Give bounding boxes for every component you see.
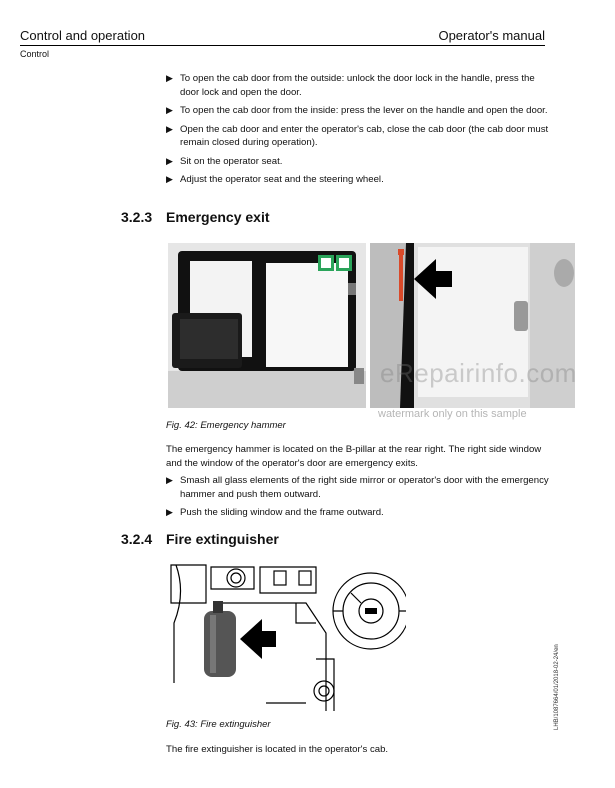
- header-divider: [20, 45, 545, 46]
- cab-door-photo: [168, 243, 366, 408]
- list-item: ▶ To open the cab door from the outside: unlock the door lock in the handle, press the door lock and open the door.: [166, 72, 556, 99]
- figure-caption-43: Fig. 43: Fire extinguisher: [166, 719, 271, 730]
- list-item: ▶ Open the cab door and enter the operator's cab, close the cab door (the cab door must remain closed during operation).: [166, 123, 556, 150]
- figure-caption-42: Fig. 42: Emergency hammer: [166, 420, 286, 431]
- emergency-paragraph: The emergency hammer is located on the B-pillar at the rear right. The right side window and the window of the operator's door are emergency exits.: [166, 444, 542, 469]
- fire-extinguisher-drawing: [166, 563, 406, 711]
- header-right-title: Operator's manual: [438, 28, 545, 43]
- section-title-emergency: Emergency exit: [166, 209, 270, 225]
- list-item: ▶ To open the cab door from the inside: press the lever on the handle and open the door.: [166, 104, 556, 118]
- list-item: ▶ Adjust the operator seat and the steering wheel.: [166, 173, 556, 187]
- watermark-sub: watermark only on this sample: [378, 408, 527, 420]
- header-subtitle: Control: [20, 49, 50, 59]
- document-code: LHB/1087664/01/2018-02-24/en: [554, 644, 560, 730]
- fire-extinguisher-icon: [204, 601, 236, 677]
- section-number-emergency: 3.2.3: [121, 209, 153, 225]
- list-item: ▶ Push the sliding window and the frame outward.: [166, 506, 556, 520]
- fire-paragraph: The fire extinguisher is located in the operator's cab.: [166, 744, 389, 755]
- emergency-bullet-list: [166, 474, 556, 525]
- section-title-fire: Fire extinguisher: [166, 531, 279, 547]
- watermark-main: eRepairinfo.com: [380, 358, 577, 388]
- header-left-title: Control and operation: [20, 28, 146, 43]
- list-item: ▶ Sit on the operator seat.: [166, 155, 556, 169]
- list-item: ▶ Smash all glass elements of the right side mirror or operator's door with the emergency hammer and push them outward.: [166, 474, 556, 501]
- intro-bullet-list: [166, 72, 556, 192]
- section-number-fire: 3.2.4: [121, 531, 153, 547]
